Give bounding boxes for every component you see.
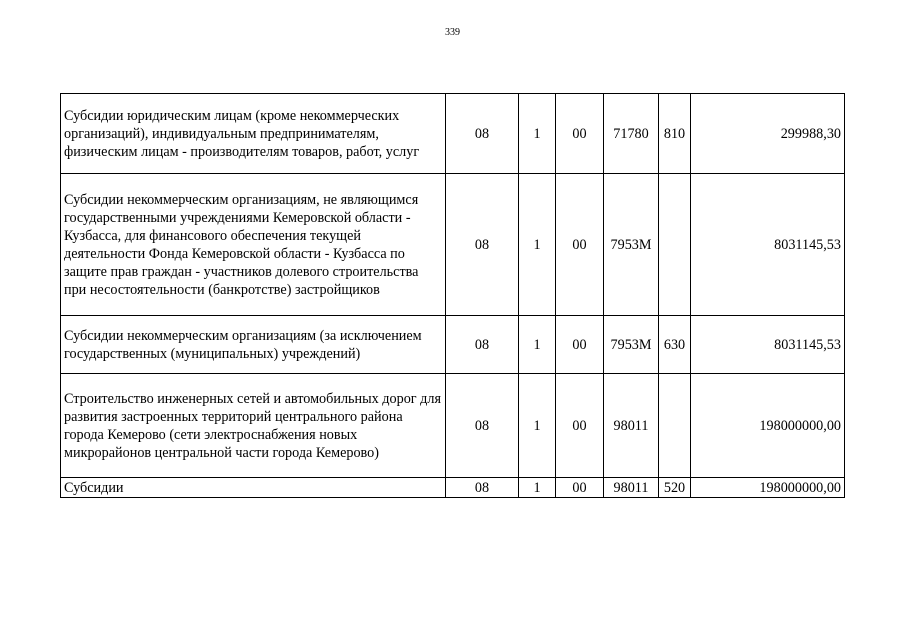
item-code: 98011 bbox=[604, 478, 659, 498]
section-code: 08 bbox=[446, 478, 519, 498]
section-code: 08 bbox=[446, 174, 519, 316]
item-code: 7953М bbox=[604, 316, 659, 374]
table-row bbox=[61, 316, 845, 374]
expense-type-code bbox=[659, 174, 691, 316]
item-code: 98011 bbox=[604, 374, 659, 478]
row-name: Субсидии некоммерческим организациям (за исключением государственных (муниципальных) учреждений) bbox=[61, 316, 446, 374]
expense-type-code bbox=[659, 374, 691, 478]
amount: 198000000,00 bbox=[691, 478, 845, 498]
program-code: 00 bbox=[556, 478, 604, 498]
row-name: Субсидии некоммерческим организациям, не являющимся государственными учреждениями Кемеровской области - Кузбасса, для финансового обеспечения текущей деятельности Фонда Кемеровской области - Кузбасса по защите прав граждан - участников долевого строительства при несостоятельности (банкротстве) застройщиков bbox=[61, 174, 446, 316]
expense-type-code: 810 bbox=[659, 94, 691, 174]
subsection-code: 1 bbox=[519, 174, 556, 316]
section-code: 08 bbox=[446, 316, 519, 374]
table-row bbox=[61, 374, 845, 478]
subsection-code: 1 bbox=[519, 316, 556, 374]
amount: 198000000,00 bbox=[691, 374, 845, 478]
section-code: 08 bbox=[446, 374, 519, 478]
program-code: 00 bbox=[556, 94, 604, 174]
item-code: 7953М bbox=[604, 174, 659, 316]
program-code: 00 bbox=[556, 174, 604, 316]
program-code: 00 bbox=[556, 316, 604, 374]
amount: 8031145,53 bbox=[691, 174, 845, 316]
row-name: Строительство инженерных сетей и автомобильных дорог для развития застроенных территорий центрального района города Кемерово (сети электроснабжения новых микрорайонов центральной части города Кемерово) bbox=[61, 374, 446, 478]
expense-type-code: 520 bbox=[659, 478, 691, 498]
budget-table bbox=[60, 93, 845, 498]
table-row bbox=[61, 478, 845, 498]
program-code: 00 bbox=[556, 374, 604, 478]
subsection-code: 1 bbox=[519, 478, 556, 498]
table-row bbox=[61, 94, 845, 174]
item-code: 71780 bbox=[604, 94, 659, 174]
expense-type-code: 630 bbox=[659, 316, 691, 374]
row-name: Субсидии юридическим лицам (кроме некоммерческих организаций), индивидуальным предпринимателям, физическим лицам - производителям товаров, работ, услуг bbox=[61, 94, 446, 174]
page-number: 339 bbox=[445, 27, 460, 38]
subsection-code: 1 bbox=[519, 374, 556, 478]
subsection-code: 1 bbox=[519, 94, 556, 174]
amount: 8031145,53 bbox=[691, 316, 845, 374]
amount: 299988,30 bbox=[691, 94, 845, 174]
table-row bbox=[61, 174, 845, 316]
section-code: 08 bbox=[446, 94, 519, 174]
row-name: Субсидии bbox=[61, 478, 446, 498]
